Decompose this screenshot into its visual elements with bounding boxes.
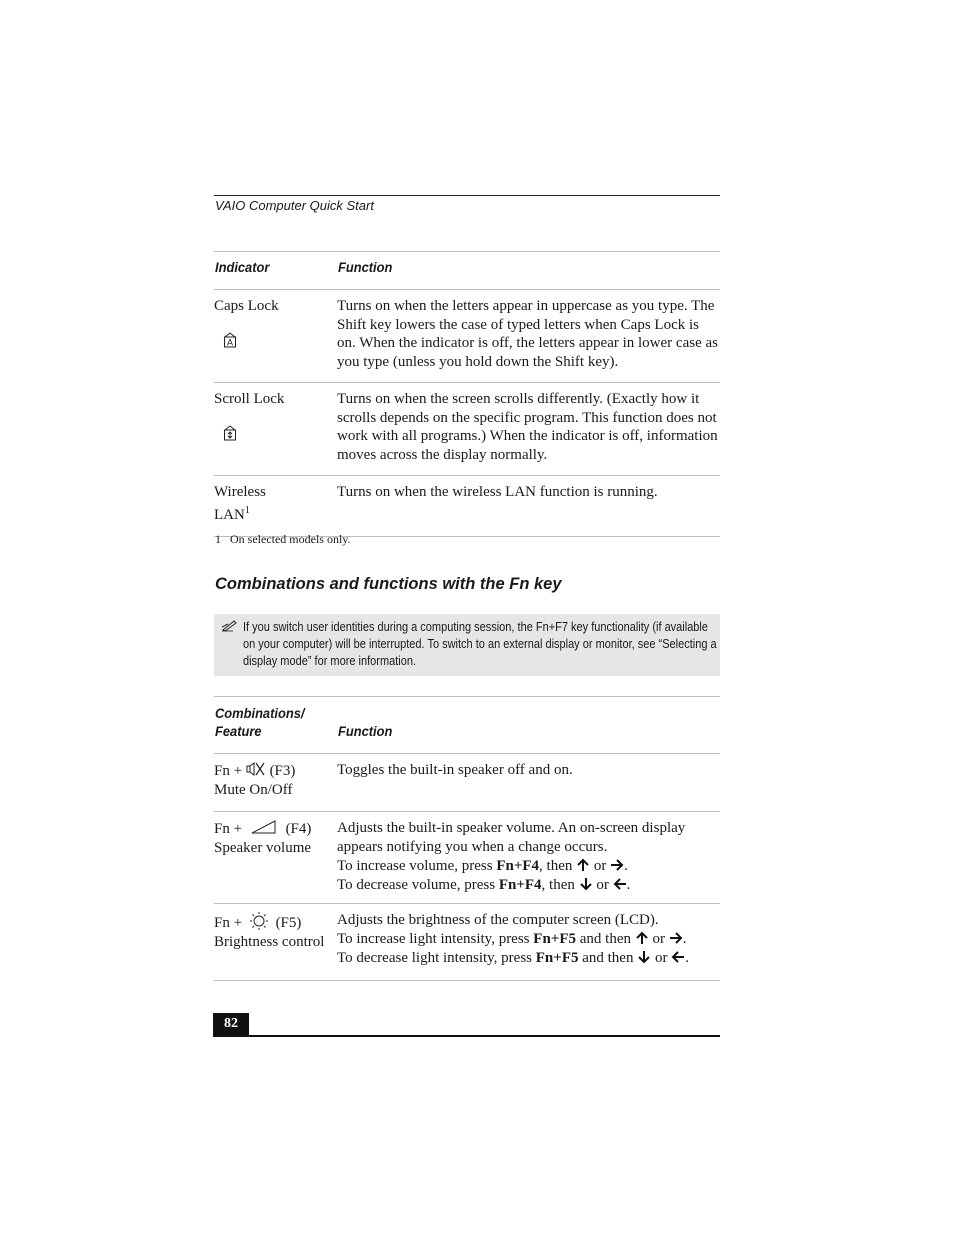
col-indicator-header: Indicator xyxy=(215,259,270,275)
scroll-lock-indicator-icon xyxy=(223,425,237,441)
increase-keys: Fn+F5 xyxy=(533,930,576,947)
down-arrow-icon xyxy=(579,877,593,891)
indicator-name-line1: Wireless xyxy=(214,484,266,500)
increase-text: To increase light intensity, press xyxy=(337,930,530,947)
note-text: If you switch user identities during a computing session, the Fn+F7 key functionality (if available on your computer) will be interrupted. To switch to an external display or monitor, see “Selecting a display mode” for more information. xyxy=(243,620,717,668)
indicator-name: Scroll Lock xyxy=(214,391,285,407)
fn-increase-line: To increase light intensity, press Fn+F5 and then or . xyxy=(337,930,687,947)
fn-increase-line: To increase volume, press Fn+F4, then or . xyxy=(337,857,628,874)
indicator-function: Turns on when the screen scrolls differently. (Exactly how it scrolls depends on the specific program. This function does not work with all programs.) When the indicator is off, information moves across the display normally. xyxy=(337,391,718,464)
fn-function: Adjusts the built-in speaker volume. An on-screen display appears notifying you when a change occurs. xyxy=(337,820,686,856)
decrease-text: To decrease light intensity, press xyxy=(337,949,533,966)
or-text: or xyxy=(652,930,665,947)
indicator-name: Caps Lock xyxy=(214,298,279,314)
footer-rule xyxy=(213,1035,720,1037)
section-title: Combinations and functions with the Fn key xyxy=(215,575,562,593)
decrease-keys: Fn+F4 xyxy=(498,876,542,893)
col-feature-header-line2: Feature xyxy=(215,723,262,739)
brightness-sun-icon xyxy=(248,911,270,931)
decrease-then: and then xyxy=(582,949,634,966)
or-text: or xyxy=(593,857,607,874)
caps-lock-indicator-icon xyxy=(223,332,237,348)
fn-table-header xyxy=(214,697,720,754)
fn-prefix: Fn + xyxy=(214,763,243,779)
or-text: or xyxy=(654,949,668,966)
right-arrow-icon xyxy=(610,858,624,872)
svg-text:A: A xyxy=(226,337,234,348)
note-pencil-icon xyxy=(221,618,237,632)
volume-ramp-icon xyxy=(250,819,278,835)
running-title: VAIO Computer Quick Start xyxy=(215,198,374,213)
col-function-header: Function xyxy=(338,723,393,739)
header-rule xyxy=(214,195,720,196)
left-arrow-icon xyxy=(613,877,627,891)
footnote-marker: 1 xyxy=(244,504,250,516)
indicator-table-header xyxy=(214,252,720,290)
or-text: or xyxy=(596,876,609,893)
table-row xyxy=(214,754,720,812)
decrease-keys: Fn+F5 xyxy=(535,949,579,966)
fn-prefix: Fn + xyxy=(214,821,243,838)
left-arrow-icon xyxy=(671,950,685,964)
up-arrow-icon xyxy=(635,931,649,945)
increase-text: To increase volume, press xyxy=(337,857,493,874)
table-row xyxy=(214,812,720,904)
indicator-function: Turns on when the wireless LAN function is running. xyxy=(337,484,658,500)
fn-function: Toggles the built-in speaker off and on. xyxy=(337,762,573,778)
decrease-then: , then xyxy=(541,876,575,893)
table-row xyxy=(214,290,720,383)
fn-decrease-line: To decrease volume, press Fn+F4, then or . xyxy=(337,876,631,893)
footnote-number: 1 xyxy=(215,532,221,546)
fn-decrease-line: To decrease light intensity, press Fn+F5 and then or . xyxy=(337,949,689,966)
indicator-table xyxy=(214,251,720,537)
fn-function: Adjusts the brightness of the computer screen (LCD). xyxy=(337,912,659,929)
fn-prefix: Fn + xyxy=(214,915,243,932)
fn-key: (F5) xyxy=(275,915,302,932)
col-function-header: Function xyxy=(338,259,393,275)
fn-feature: Speaker volume xyxy=(214,840,312,857)
decrease-text: To decrease volume, press xyxy=(337,876,496,893)
indicator-function: Turns on when the letters appear in uppercase as you type. The Shift key lowers the case of typed letters when Caps Lock is on. When the indicator is off, the letters appear in lower case as you type (unless you hold down the Shift key). xyxy=(337,298,718,371)
footnote xyxy=(215,532,351,547)
page-number: 82 xyxy=(213,1013,249,1036)
fn-key-table xyxy=(214,696,720,981)
right-arrow-icon xyxy=(669,931,683,945)
mute-speaker-icon xyxy=(246,761,266,777)
down-arrow-icon xyxy=(637,950,651,964)
table-row xyxy=(214,904,720,981)
increase-then: , then xyxy=(539,857,573,874)
col-feature-header-line1: Combinations/ xyxy=(215,705,305,721)
fn-feature: Brightness control xyxy=(214,933,325,950)
table-row xyxy=(214,476,720,537)
increase-keys: Fn+F4 xyxy=(496,857,540,874)
note-box xyxy=(214,614,720,676)
fn-key: (F4) xyxy=(285,821,312,838)
table-row xyxy=(214,383,720,476)
footnote-text: On selected models only. xyxy=(230,532,351,546)
up-arrow-icon xyxy=(576,858,590,872)
fn-feature: Mute On/Off xyxy=(214,781,293,798)
increase-then: and then xyxy=(579,930,631,947)
fn-key: (F3) xyxy=(269,763,296,779)
indicator-name-line2: LAN xyxy=(214,506,245,523)
